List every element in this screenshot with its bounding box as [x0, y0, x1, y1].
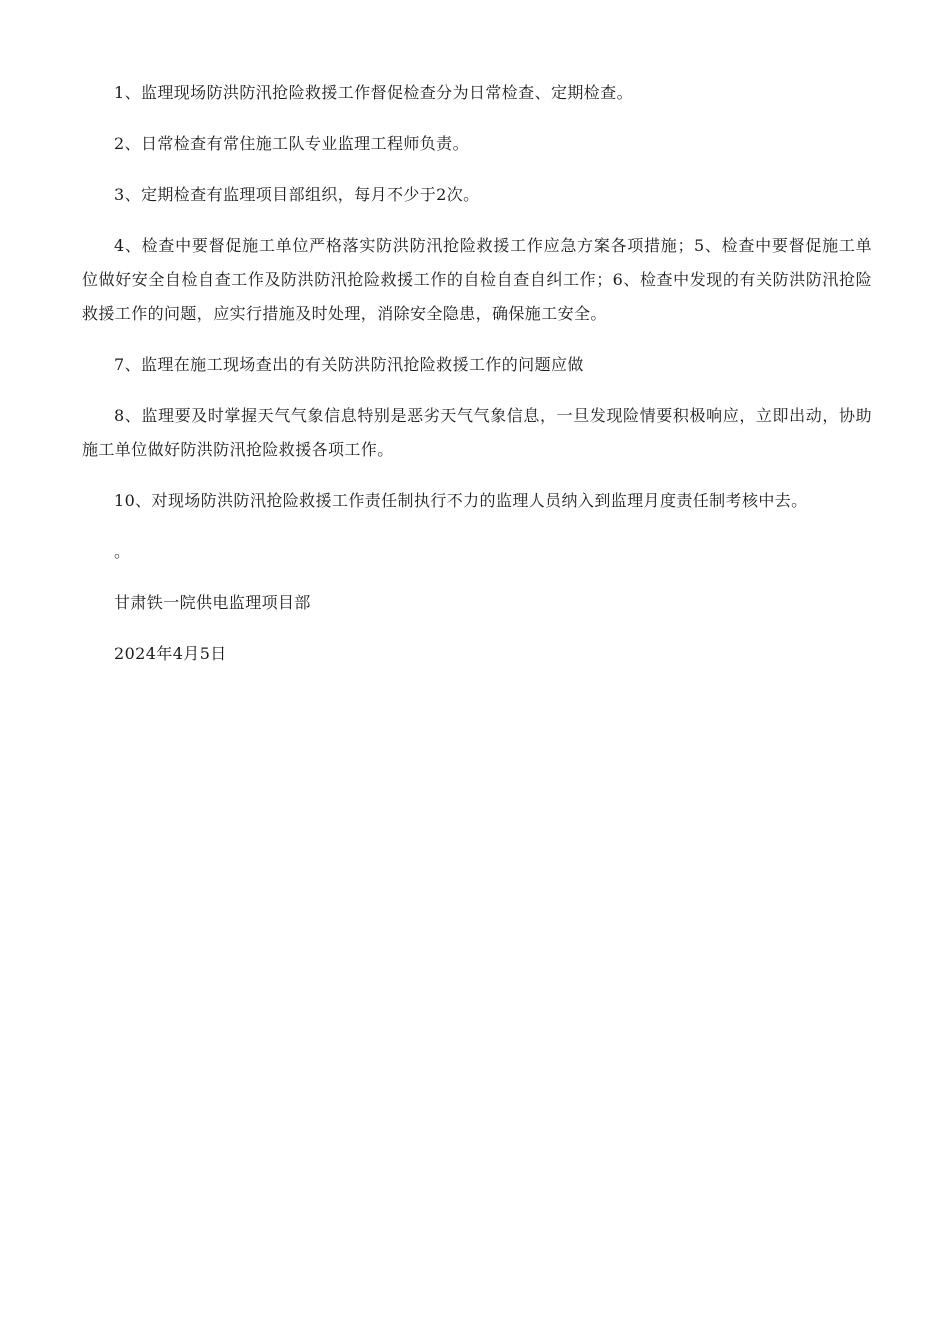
- signature-date: 2024年4月5日: [114, 644, 227, 663]
- signature-organization: 甘肃铁一院供电监理项目部: [114, 593, 311, 612]
- closing-mark: 。: [114, 542, 131, 561]
- paragraph-1: 1、监理现场防洪防汛抢险救援工作督促检查分为日常检查、定期检查。: [114, 83, 633, 102]
- paragraph-3: 3、定期检查有监理项目部组织，每月不少于2次。: [114, 185, 480, 204]
- paragraph-7: 7、监理在施工现场查出的有关防洪防汛抢险救援工作的问题应做: [114, 355, 584, 374]
- document-body: [82, 76, 872, 688]
- paragraph-8: 8、监理要及时掌握天气气象信息特别是恶劣天气气象信息，一旦发现险情要积极响应，立即出动，协助施工单位做好防洪防汛抢险救援各项工作。: [82, 406, 872, 459]
- paragraph-4: 4、检查中要督促施工单位严格落实防洪防汛抢险救援工作应急方案各项措施；5、检查中要督促施工单位做好安全自检自查工作及防洪防汛抢险救援工作的自检自查自纠工作；6、检查中发现的有关防洪防汛抢险救援工作的问题，应实行措施及时处理，消除安全隐患，确保施工安全。: [82, 236, 872, 323]
- paragraph-10: 10、对现场防洪防汛抢险救援工作责任制执行不力的监理人员纳入到监理月度责任制考核中去。: [114, 491, 808, 510]
- paragraph-2: 2、日常检查有常住施工队专业监理工程师负责。: [114, 134, 469, 153]
